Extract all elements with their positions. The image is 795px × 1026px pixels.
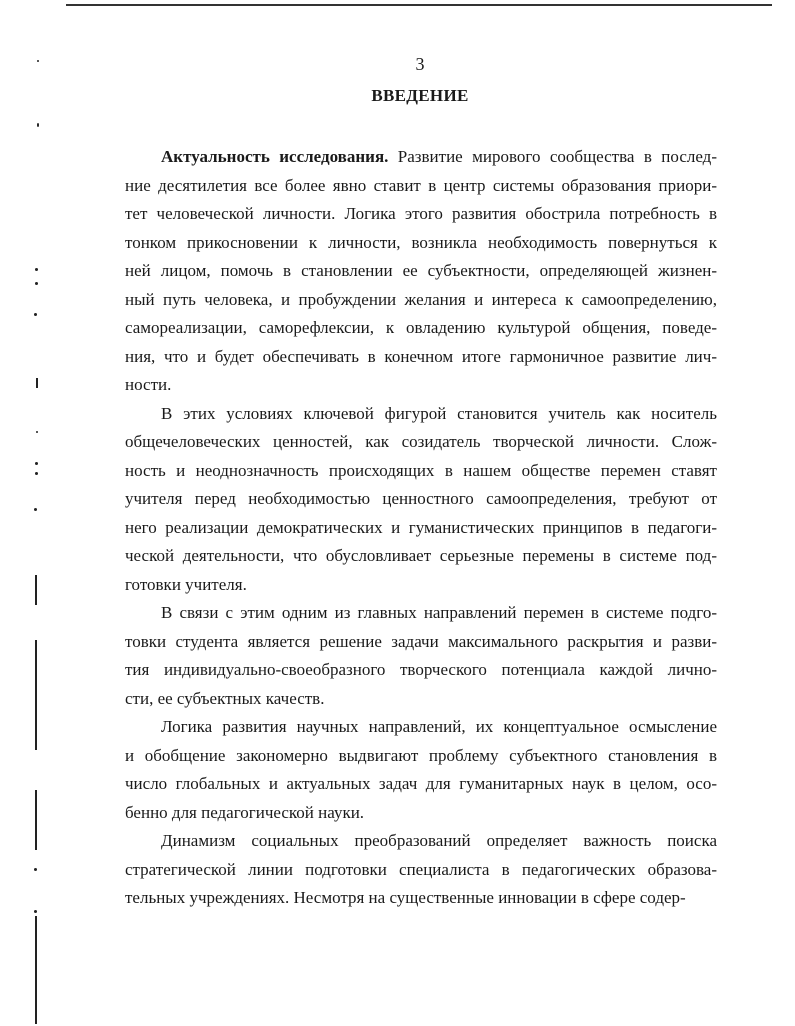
text-line-content: тельных учреждениях. Несмотря на существенные инновации в сфере содер-	[125, 888, 686, 907]
text-line-content: стратегической линии подготовки специалиста в педагогических образова-	[125, 859, 717, 879]
scan-mark	[35, 472, 38, 475]
text-line	[125, 799, 717, 828]
paragraph	[125, 599, 717, 713]
paragraph	[125, 713, 717, 827]
text-line	[125, 428, 717, 457]
text-line	[125, 571, 717, 600]
text-line	[125, 485, 717, 514]
text-line	[125, 742, 717, 771]
scan-mark	[35, 462, 38, 465]
paragraph	[125, 400, 717, 600]
scan-mark	[36, 378, 38, 388]
text-line	[125, 599, 717, 628]
text-line-content: ности.	[125, 375, 172, 394]
left-margin-scan-marks	[0, 0, 60, 1026]
text-line-content: В этих условиях ключевой фигурой становится учитель как носитель	[161, 403, 717, 423]
text-line-content: ние десятилетия все более явно ставит в центр системы образования приори-	[125, 175, 717, 195]
text-line-content: ность и неоднозначность происходящих в нашем обществе перемен ставят	[125, 460, 717, 480]
text-line	[125, 856, 717, 885]
scan-mark	[34, 910, 37, 913]
scan-mark	[34, 508, 37, 511]
scan-mark	[35, 268, 38, 271]
text-line	[125, 343, 717, 372]
text-line-content: Логика развития научных направлений, их концептуальное осмысление	[161, 717, 717, 736]
scan-mark	[35, 790, 37, 850]
scan-mark	[34, 313, 37, 316]
scan-mark	[35, 575, 37, 605]
text-line-content: число глобальных и актуальных задач для гуманитарных наук в целом, осо-	[125, 774, 717, 793]
text-line-content: тет человеческой личности. Логика этого развития обострила потребность в	[125, 204, 717, 223]
text-line	[125, 628, 717, 657]
scan-mark	[34, 868, 37, 871]
text-line	[125, 200, 717, 229]
text-line-content: В связи с этим одним из главных направлений перемен в системе подго-	[161, 603, 717, 622]
text-line-content: бенно для педагогической науки.	[125, 802, 365, 822]
text-line	[125, 656, 717, 685]
text-line-content: общечеловеческих ценностей, как созидатель творческой личности. Слож-	[125, 432, 717, 451]
text-line-content: Динамизм социальных преобразований определяет важность поиска	[161, 831, 717, 850]
page-heading: ВВЕДЕНИЕ	[371, 86, 469, 105]
text-line	[125, 457, 717, 486]
text-line-content: учителя перед необходимостью ценностного самоопределения, требуют от	[125, 489, 717, 508]
text-line-content: товки студента является решение задачи максимального раскрытия и разви-	[125, 631, 717, 651]
text-line	[125, 770, 717, 799]
text-line	[125, 542, 717, 571]
text-line	[125, 229, 717, 258]
text-line	[125, 884, 717, 913]
scan-mark	[37, 123, 39, 127]
section-lead-label: Актуальность исследования.	[161, 147, 389, 166]
text-line-content: самореализации, саморефлексии, к овладению культурой общения, поведе-	[125, 318, 717, 337]
text-line-content: сти, ее субъектных качеств.	[125, 688, 325, 708]
text-line	[125, 286, 717, 315]
scan-mark	[35, 916, 37, 1024]
text-line	[125, 143, 717, 172]
text-line	[125, 400, 717, 429]
text-line-content: тия индивидуально-своеобразного творческого потенциала каждой лично-	[125, 660, 717, 679]
body-text	[125, 143, 717, 913]
page-number: 3	[415, 54, 425, 74]
text-line	[125, 371, 717, 400]
text-line-content: ния, что и будет обеспечивать в конечном итоге гармоничное развитие лич-	[125, 346, 717, 366]
text-line-content: Развитие мирового сообщества в послед-	[388, 147, 717, 166]
text-line-content: ный путь человека, и пробуждении желания и интереса к самоопределению,	[125, 289, 717, 309]
text-line-content: ческой деятельности, что обусловливает серьезные перемены в системе под-	[125, 546, 717, 565]
text-line	[125, 827, 717, 856]
scan-mark	[35, 640, 37, 750]
text-line-content: него реализации демократических и гуманистических принципов в педагоги-	[125, 517, 717, 537]
paragraph	[125, 143, 717, 400]
text-line	[125, 713, 717, 742]
text-line-content: и обобщение закономерно выдвигают проблему субъектного становления в	[125, 745, 717, 765]
text-line-content: тонком прикосновении к личности, возникла необходимость повернуться к	[125, 232, 717, 252]
top-border-line	[66, 4, 772, 6]
text-line	[125, 514, 717, 543]
text-line-content: ней лицом, помочь в становлении ее субъектности, определяющей жизнен-	[125, 261, 717, 280]
text-line-content: готовки учителя.	[125, 574, 247, 594]
text-line	[125, 172, 717, 201]
text-line	[125, 257, 717, 286]
scan-mark	[36, 431, 38, 433]
text-line	[125, 685, 717, 714]
paragraph	[125, 827, 717, 913]
scan-mark	[35, 282, 38, 285]
text-line	[125, 314, 717, 343]
